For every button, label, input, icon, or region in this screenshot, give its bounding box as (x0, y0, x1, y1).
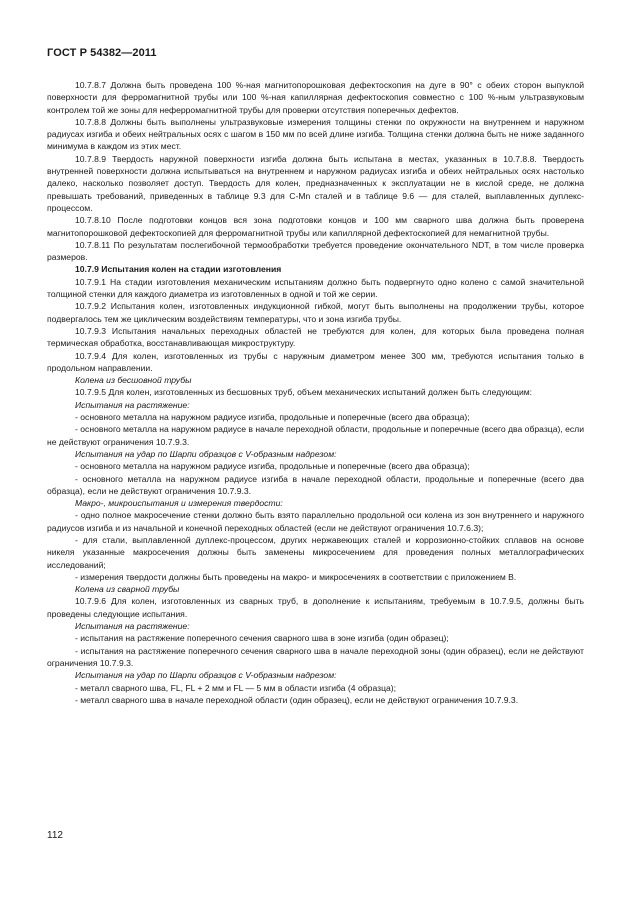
paragraph-10-7-9-6: 10.7.9.6 Для колен, изготовленных из сварных труб, в дополнение к испытаниям, требуемым в 10.7.9.5, должны быть проведены следующие испытания. (47, 596, 584, 619)
list-item: - испытания на растяжение поперечного сечения сварного шва в начале переходной зоны (один образец), если не действуют ограничения 10.7.9.3. (47, 645, 584, 668)
list-item: - металл сварного шва в начале переходной области (один образец), если не действуют ограничения 10.7.9.3. (75, 694, 519, 705)
paragraph-10-7-9-2: 10.7.9.2 Испытания колен, изготовленных индукционной гибкой, могут быть выполнены на продолжении трубы, которое подвергалось тем же циклическим воздействиям температуры, что и зона изгиба трубы. (47, 301, 584, 324)
subheading-welded: Колена из сварной трубы (75, 584, 180, 595)
subheading-tensile-welded: Испытания на растяжение: (75, 621, 190, 632)
subheading-macro-micro: Макро-, микроиспытания и измерения твердости: (75, 498, 283, 509)
subheading-charpy-welded: Испытания на удар по Шарпи образцов с V-образным надрезом: (75, 670, 337, 681)
list-item: - металл сварного шва, FL, FL + 2 мм и FL — 5 мм в области изгиба (4 образца); (75, 682, 397, 693)
paragraph-10-7-8-8: 10.7.8.8 Должны быть выполнены ультразвуковые измерения толщины стенки по окружности на внутреннем и наружном радиусах изгиба и обеих нейтральных осях с шагом в 150 мм по всей длине изгиба. Толщина стенки должна быть не ниже заданного минимума в каждом из этих мест. (47, 116, 584, 152)
list-item: - испытания на растяжение поперечного сечения сварного шва в зоне изгиба (один образец); (75, 633, 449, 644)
paragraph-10-7-9-5: 10.7.9.5 Для колен, изготовленных из бесшовных труб, объем механических испытаний должен быть следующим: (75, 387, 533, 398)
paragraph-10-7-8-7: 10.7.8.7 Должна быть проведена 100 %-ная магнитопорошковая дефектоскопия на дуге в 90° с обеих сторон выпуклой поверхности для ферромагнитной трубы или 100 %-ная капиллярная дефектоскопия совместно с 100 %-ным ультразвуковым контролем той же зоны для неферромагнитной трубы для проверки отсутствия поперечных дефектов. (47, 80, 584, 115)
page-number: 112 (47, 830, 63, 841)
paragraph-10-7-8-11: 10.7.8.11 По результатам послегибочной термообработки требуется проведение окончательного NDT, в том числе проверка размеров. (47, 239, 584, 263)
paragraph-10-7-9-4: 10.7.9.4 Для колен, изготовленных из трубы с наружным диаметром менее 300 мм, требуются испытания только в продольном направлении. (47, 350, 584, 373)
section-heading-10-7-9: 10.7.9 Испытания колен на стадии изготовления (75, 264, 282, 275)
paragraph-10-7-8-10: 10.7.8.10 После подготовки концов вся зона подготовки концов и 100 мм сварного шва должна быть проверена магнитопорошковой дефектоскопией для ферромагнитной трубы или капиллярной дефектоскопией для немагнитной трубы. (47, 215, 584, 238)
subheading-charpy: Испытания на удар по Шарпи образцов с V-образным надрезом: (75, 448, 337, 459)
list-item: - основного металла на наружном радиусе в начале переходной области, продольные и поперечные (всего два образца), если не действуют ограничения 10.7.9.3. (47, 424, 584, 447)
paragraph-10-7-9-1: 10.7.9.1 На стадии изготовления механическим испытаниям должно быть подвергнуто одно колено с самой значительной толщиной стенки для каждого диаметра из изготовленных в одной и той же серии. (47, 276, 584, 300)
page-body (47, 79, 584, 706)
subheading-seamless: Колена из бесшовной трубы (75, 375, 192, 386)
list-item: - основного металла на наружном радиусе изгиба в начале переходной области, продольные и поперечные (всего два образца), если не действуют ограничения 10.7.9.3. (47, 473, 584, 496)
list-item: - одно полное макросечение стенки должно быть взято параллельно продольной оси колена из зон внутреннего и наружного радиусов изгиба и из начальной и конечной переходных областей (если не действуют ограничения 10.7.6.3); (47, 510, 584, 533)
subheading-tensile: Испытания на растяжение: (75, 399, 190, 410)
list-item: - основного металла на наружном радиусе изгиба, продольные и поперечные (всего два образца); (75, 461, 470, 472)
paragraph-10-7-8-9: 10.7.8.9 Твердость наружной поверхности изгиба должна быть испытана в местах, указанных в 10.7.8.8. Твердость внутренней поверхности должна испытываться на внутреннем и наружном радиусах изгиба и обеих нейтральных осях настолько далеко, насколько позволяет доступ. Твердость для колен, предназначенных к эксплуатации не в кислой среде, не должна превышать требований, приведенных в таблице 9.3 для С-Mn сталей и в таблице 9.6 — для сталей, выплавленных дуплекс-процессом. (47, 153, 584, 213)
list-item: - основного металла на наружном радиусе изгиба, продольные и поперечные (всего два образца); (75, 412, 470, 423)
paragraph-10-7-9-3: 10.7.9.3 Испытания начальных переходных областей не требуются для колен, для которых была проведена полная термическая обработка, восстанавливающая микроструктуру. (47, 325, 584, 349)
list-item: - для стали, выплавленной дуплекс-процессом, других нержавеющих сталей и коррозионно-стойких сплавов на основе никеля указанные макросечения должны быть заменены микросечением для проведения полных металлографических исследований; (47, 534, 584, 570)
document-header: ГОСТ Р 54382—2011 (47, 47, 157, 59)
list-item: - измерения твердости должны быть проведены на макро- и микросечениях в соответствии с приложением В. (75, 571, 517, 582)
